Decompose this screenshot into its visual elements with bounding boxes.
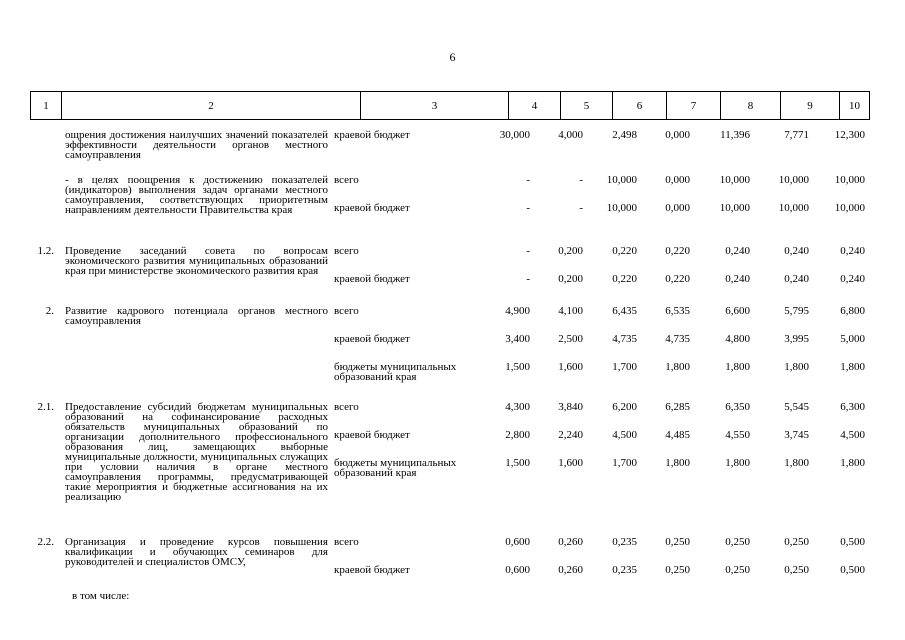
value-cell: -: [526, 273, 530, 285]
value-cell: 2,800: [505, 429, 530, 441]
value-cell: 6,600: [725, 305, 750, 317]
column-number-1: 1: [31, 92, 62, 120]
funding-source: краевой бюджет: [334, 273, 410, 285]
value-cell: 6,350: [725, 401, 750, 413]
value-cell: 6,535: [665, 305, 690, 317]
value-cell: 11,396: [720, 129, 750, 141]
row-number: 2.1.: [37, 401, 54, 413]
funding-source: всего: [334, 536, 359, 548]
value-cell: 1,700: [612, 361, 637, 373]
column-header-table: [30, 91, 870, 120]
value-cell: 7,771: [784, 129, 809, 141]
column-number-3: 3: [361, 92, 509, 120]
column-number-10: 10: [840, 92, 870, 120]
funding-source: краевой бюджет: [334, 333, 410, 345]
funding-source: краевой бюджет: [334, 564, 410, 576]
value-cell: 4,500: [840, 429, 865, 441]
value-cell: 0,000: [665, 174, 690, 186]
value-cell: 0,250: [725, 536, 750, 548]
value-cell: 3,840: [558, 401, 583, 413]
column-number-5: 5: [561, 92, 613, 120]
value-cell: 0,500: [840, 564, 865, 576]
value-cell: 10,000: [778, 202, 809, 214]
value-cell: 12,300: [834, 129, 865, 141]
value-cell: 0,250: [665, 536, 690, 548]
value-cell: 0,000: [665, 129, 690, 141]
value-cell: 6,300: [840, 401, 865, 413]
value-cell: 1,500: [505, 457, 530, 469]
value-cell: 6,285: [665, 401, 690, 413]
value-cell: 1,700: [612, 457, 637, 469]
value-cell: 0,220: [665, 245, 690, 257]
value-cell: 0,240: [840, 245, 865, 257]
funding-source: краевой бюджет: [334, 202, 410, 214]
funding-source: краевой бюджет: [334, 429, 410, 441]
value-cell: 1,800: [665, 457, 690, 469]
funding-source: бюджеты муниципальных образований края: [334, 457, 457, 479]
value-cell: 3,745: [784, 429, 809, 441]
value-cell: 4,735: [665, 333, 690, 345]
column-number-9: 9: [781, 92, 840, 120]
value-cell: 0,250: [725, 564, 750, 576]
value-cell: 0,600: [505, 536, 530, 548]
value-cell: 0,250: [784, 536, 809, 548]
value-cell: -: [526, 245, 530, 257]
value-cell: 0,260: [558, 564, 583, 576]
value-cell: 4,735: [612, 333, 637, 345]
value-cell: 0,220: [612, 273, 637, 285]
column-number-8: 8: [721, 92, 781, 120]
value-cell: 6,435: [612, 305, 637, 317]
value-cell: 0,235: [612, 536, 637, 548]
value-cell: -: [579, 202, 583, 214]
value-cell: -: [579, 174, 583, 186]
measure-description: Предоставление субсидий бюджетам муниципальных образований на софинансирование расходных обязательств муниципальных образований по организации дополнительного профессионального образования лиц, замещающих выборные муниципальные должности, муниципальных служащих при условии наличия в органе местного самоуправления программы, предусматривающей такие мероприятия и бюджетные ассигнования на их реализацию: [65, 401, 328, 503]
value-cell: -: [526, 174, 530, 186]
value-cell: 3,995: [784, 333, 809, 345]
value-cell: 4,800: [725, 333, 750, 345]
value-cell: 2,500: [558, 333, 583, 345]
value-cell: 4,900: [505, 305, 530, 317]
measure-description: Организация и проведение курсов повышения квалификации и обучающих семинаров для руководителей и специалистов ОМСУ,: [65, 536, 328, 568]
value-cell: 3,400: [505, 333, 530, 345]
value-cell: 1,800: [784, 457, 809, 469]
value-cell: 0,240: [784, 273, 809, 285]
value-cell: 0,240: [725, 273, 750, 285]
page-number: 6: [449, 50, 456, 64]
row-number: 2.: [45, 305, 54, 317]
value-cell: 1,800: [840, 457, 865, 469]
measure-description: ощрения достижения наилучших значений показателей эффективности деятельности органов местного самоуправления: [65, 129, 328, 161]
value-cell: 0,240: [725, 245, 750, 257]
value-cell: 1,600: [558, 361, 583, 373]
funding-source: всего: [334, 245, 359, 257]
value-cell: 1,800: [840, 361, 865, 373]
value-cell: 0,235: [612, 564, 637, 576]
value-cell: 0,200: [558, 273, 583, 285]
value-cell: 1,500: [505, 361, 530, 373]
value-cell: 0,250: [665, 564, 690, 576]
value-cell: 10,000: [778, 174, 809, 186]
value-cell: 0,500: [840, 536, 865, 548]
value-cell: 1,800: [725, 457, 750, 469]
value-cell: 4,485: [665, 429, 690, 441]
value-cell: 4,300: [505, 401, 530, 413]
value-cell: 4,550: [725, 429, 750, 441]
value-cell: 4,100: [558, 305, 583, 317]
value-cell: 0,220: [612, 245, 637, 257]
value-cell: 0,240: [840, 273, 865, 285]
value-cell: 1,800: [665, 361, 690, 373]
value-cell: 5,545: [784, 401, 809, 413]
value-cell: 1,800: [784, 361, 809, 373]
value-cell: 10,000: [606, 202, 637, 214]
value-cell: 0,260: [558, 536, 583, 548]
value-cell: 10,000: [834, 174, 865, 186]
measure-description: Проведение заседаний совета по вопросам экономического развития муниципальных образований края при министерстве экономического развития края: [65, 245, 328, 277]
funding-source: всего: [334, 174, 359, 186]
measure-description: Развитие кадрового потенциала органов местного самоуправления: [65, 305, 328, 327]
row-number: 2.2.: [37, 536, 54, 548]
value-cell: -: [526, 202, 530, 214]
column-number-7: 7: [667, 92, 721, 120]
value-cell: 10,000: [719, 174, 750, 186]
value-cell: 0,250: [784, 564, 809, 576]
column-number-6: 6: [613, 92, 667, 120]
column-number-4: 4: [509, 92, 561, 120]
value-cell: 4,000: [558, 129, 583, 141]
value-cell: 6,800: [840, 305, 865, 317]
footer-note: в том числе:: [72, 590, 130, 602]
value-cell: 0,600: [505, 564, 530, 576]
funding-source: бюджеты муниципальных образований края: [334, 361, 457, 383]
value-cell: 0,220: [665, 273, 690, 285]
value-cell: 4,500: [612, 429, 637, 441]
funding-source: всего: [334, 401, 359, 413]
value-cell: 30,000: [499, 129, 530, 141]
value-cell: 0,000: [665, 202, 690, 214]
value-cell: 6,200: [612, 401, 637, 413]
row-number: 1.2.: [37, 245, 54, 257]
value-cell: 10,000: [606, 174, 637, 186]
value-cell: 1,600: [558, 457, 583, 469]
value-cell: 5,000: [840, 333, 865, 345]
column-number-2: 2: [62, 92, 361, 120]
value-cell: 10,000: [719, 202, 750, 214]
value-cell: 2,498: [612, 129, 637, 141]
measure-description: - в целях поощрения к достижению показателей (индикаторов) выполнения задач органами местного самоуправления, соответствующих приоритетным направлениям деятельности Правительства края: [65, 174, 328, 216]
funding-source: всего: [334, 305, 359, 317]
funding-source: краевой бюджет: [334, 129, 410, 141]
value-cell: 0,200: [558, 245, 583, 257]
value-cell: 10,000: [834, 202, 865, 214]
value-cell: 0,240: [784, 245, 809, 257]
value-cell: 5,795: [784, 305, 809, 317]
value-cell: 1,800: [725, 361, 750, 373]
value-cell: 2,240: [558, 429, 583, 441]
